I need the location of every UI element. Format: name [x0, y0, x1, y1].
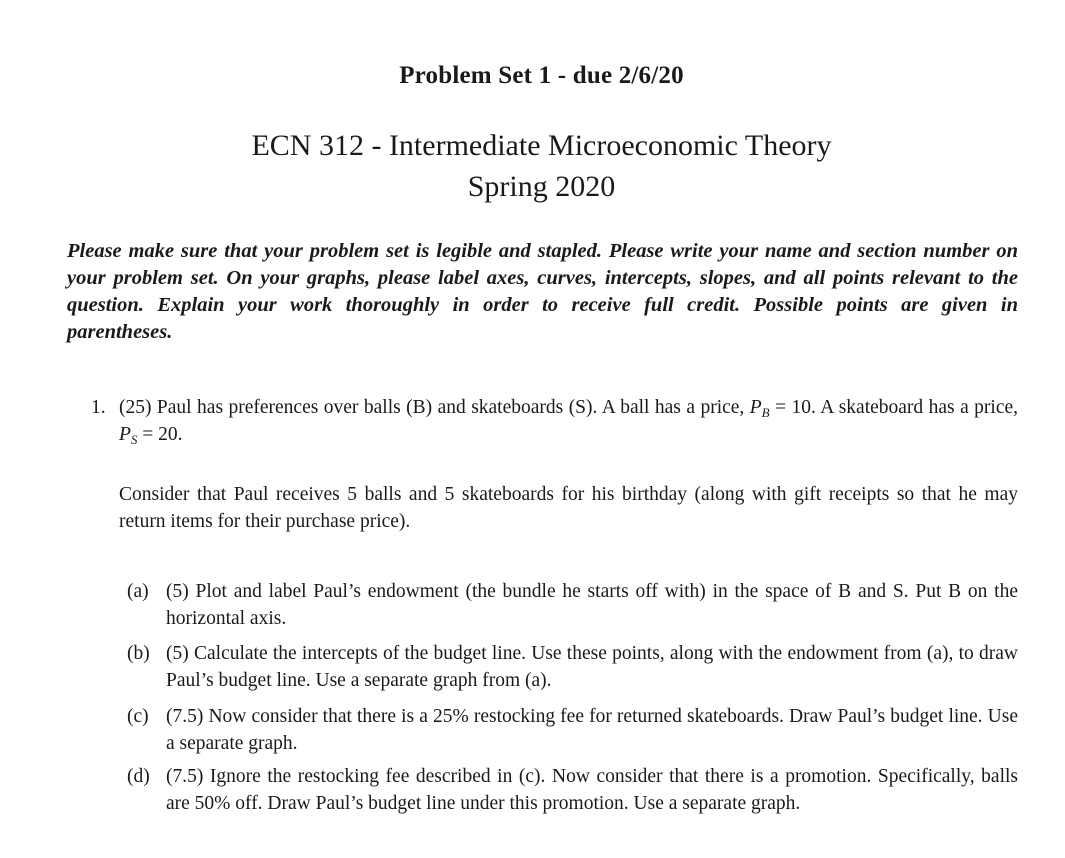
part-a-text: (5) Plot and label Paul’s endowment (the bundle he starts off with) in the space of B and S. Put B on the horizontal axis.: [166, 581, 1018, 629]
problem-set-title: Problem Set 1 - due 2/6/20: [399, 62, 684, 89]
part-c-label: (c): [127, 706, 149, 727]
price-skateboard-subscript: S: [130, 432, 138, 447]
question-1-intro-part1: (25) Paul has preferences over balls (B) and skateboards (S). A ball has a price,: [119, 397, 750, 418]
question-1-intro-part2: A skateboard has a price,: [815, 397, 1019, 418]
course-title: ECN 312 - Intermediate Microeconomic Theory: [251, 129, 832, 162]
part-b-label: (b): [127, 643, 150, 664]
question-1-intro: [119, 394, 1018, 448]
price-ball-symbol: P: [749, 397, 762, 418]
part-a-label: (a): [127, 581, 149, 602]
part-d-text: (7.5) Ignore the restocking fee described in (c). Now consider that there is a promotion. Specifically, balls are 50% off. Draw Paul’s budget line under this promotion. Use a separate graph.: [166, 766, 1018, 814]
price-ball-value: = 10.: [769, 397, 816, 418]
part-c-text: (7.5) Now consider that there is a 25% restocking fee for returned skateboards. Draw Paul’s budget line. Use a separate graph.: [166, 706, 1018, 754]
price-ball-subscript: B: [761, 405, 770, 420]
price-skateboard-symbol: P: [119, 424, 131, 445]
part-d-label: (d): [127, 766, 150, 787]
question-number: 1.: [91, 397, 106, 418]
instructions-paragraph: Please make sure that your problem set is legible and stapled. Please write your name and section number on your problem set. On your graphs, please label axes, curves, intercepts, slopes, and all points relevant to the question. Explain your work thoroughly in order to receive full credit. Possible points are given in parentheses.: [67, 240, 1018, 343]
question-1-paragraph-2: Consider that Paul receives 5 balls and 5 skateboards for his birthday (along with gift receipts so that he may return items for their purchase price).: [119, 484, 1018, 532]
price-skateboard-value: = 20.: [137, 424, 183, 445]
part-b-text: (5) Calculate the intercepts of the budget line. Use these points, along with the endowment from (a), to draw Paul’s budget line. Use a separate graph from (a).: [166, 643, 1018, 691]
term: Spring 2020: [467, 170, 616, 203]
